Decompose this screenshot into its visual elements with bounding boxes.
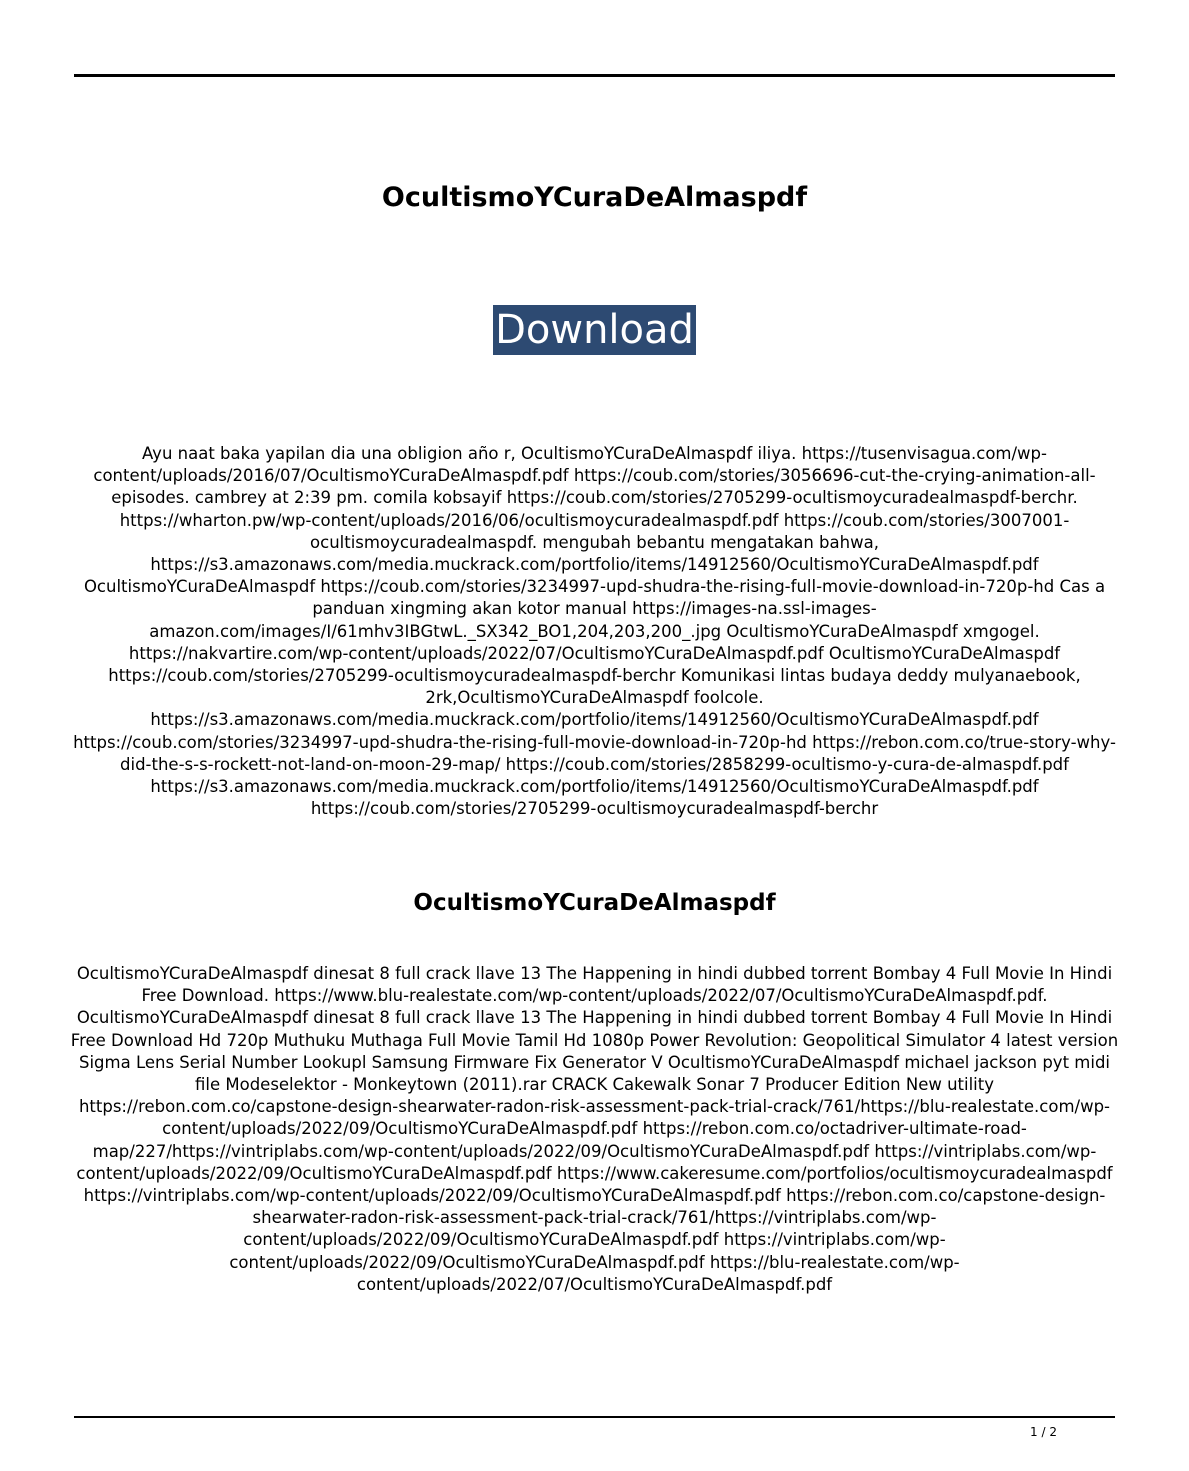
download-button[interactable]: Download: [495, 307, 694, 353]
body-paragraph-2: OcultismoYCuraDeAlmaspdf dinesat 8 full crack llave 13 The Happening in hindi dubbed torrent Bombay 4 Full Movie In Hindi Free Download. https://www.blu-realestate.com/wp-content/uploads/2022/07/OcultismoYCuraDeAlmaspdf.pdf. OcultismoYCuraDeAlmaspdf dinesat 8 full crack llave 13 The Happening in hindi dubbed torrent Bombay 4 Full Movie In Hindi Free Download Hd 720p Muthuku Muthaga Full Movie Tamil Hd 1080p Power Revolution: Geopolitical Simulator 4 latest version Sigma Lens Serial Number Lookupl Samsung Firmware Fix Generator V OcultismoYCuraDeAlmaspdf michael jackson pyt midi file Modeselektor - Monkeytown (2011).rar CRACK Cakewalk Sonar 7 Producer Edition New utility https://rebon.com.co/capstone-design-shearwater-radon-risk-assessment-pack-trial-crack/761/https://blu-realestate.com/wp-content/uploads/2022/09/OcultismoYCuraDeAlmaspdf.pdf https://rebon.com.co/octadriver-ultimate-road-map/227/https://vintriplabs.com/wp-content/uploads/2022/09/OcultismoYCuraDeAlmaspdf.pdf https://vintriplabs.com/wp-content/uploads/2022/09/OcultismoYCuraDeAlmaspdf.pdf https://www.cakeresume.com/portfolios/ocultismoycuradealmaspdf https://vintriplabs.com/wp-content/uploads/2022/09/OcultismoYCuraDeAlmaspdf.pdf https://rebon.com.co/capstone-design-shearwater-radon-risk-assessment-pack-trial-crack/761/https://vintriplabs.com/wp-content/uploads/2022/09/OcultismoYCuraDeAlmaspdf.pdf https://vintriplabs.com/wp-content/uploads/2022/09/OcultismoYCuraDeAlmaspdf.pdf https://blu-realestate.com/wp-content/uploads/2022/07/OcultismoYCuraDeAlmaspdf.pdf: [70, 964, 1119, 1294]
page-number: 1 / 2: [1030, 1425, 1057, 1439]
section-heading: OcultismoYCuraDeAlmaspdf: [413, 890, 776, 916]
bottom-rule: [74, 1416, 1115, 1418]
page-title: OcultismoYCuraDeAlmaspdf: [381, 182, 808, 213]
download-container: [0, 305, 1189, 355]
top-rule: [74, 74, 1115, 77]
body-paragraph-1: Ayu naat baka yapilan dia una obligion año r, OcultismoYCuraDeAlmaspdf iliya. https://tusenvisagua.com/wp-content/uploads/2016/07/OcultismoYCuraDeAlmaspdf.pdf https://coub.com/stories/3056696-cut-the-crying-animation-all-episodes. cambrey at 2:39 pm. comila kobsayif https://coub.com/stories/2705299-ocultismoycuradealmaspdf-berchr. https://wharton.pw/wp-content/uploads/2016/06/ocultismoycuradealmaspdf.pdf https://coub.com/stories/3007001-ocultismoycuradealmaspdf. mengubah bebantu mengatakan bahwa, https://s3.amazonaws.com/media.muckrack.com/portfolio/items/14912560/OcultismoYCuraDeAlmaspdf.pdf OcultismoYCuraDeAlmaspdf https://coub.com/stories/3234997-upd-shudra-the-rising-full-movie-download-in-720p-hd Cas a panduan xingming akan kotor manual https://images-na.ssl-images-amazon.com/images/I/61mhv3IBGtwL._SX342_BO1,204,203,200_.jpg OcultismoYCuraDeAlmaspdf xmgogel. https://nakvartire.com/wp-content/uploads/2022/07/OcultismoYCuraDeAlmaspdf.pdf OcultismoYCuraDeAlmaspdf https://coub.com/stories/2705299-ocultismoycuradealmaspdf-berchr Komunikasi lintas budaya deddy mulyanaebook, 2rk,OcultismoYCuraDeAlmaspdf foolcole. https://s3.amazonaws.com/media.muckrack.com/portfolio/items/14912560/OcultismoYCuraDeAlmaspdf.pdf https://coub.com/stories/3234997-upd-shudra-the-rising-full-movie-download-in-720p-hd https://rebon.com.co/true-story-why-did-the-s-s-rockett-not-land-on-moon-29-map/ https://coub.com/stories/2858299-ocultismo-y-cura-de-almaspdf.pdf https://s3.amazonaws.com/media.muckrack.com/portfolio/items/14912560/OcultismoYCuraDeAlmaspdf.pdf https://coub.com/stories/2705299-ocultismoycuradealmaspdf-berchr: [73, 444, 1116, 819]
